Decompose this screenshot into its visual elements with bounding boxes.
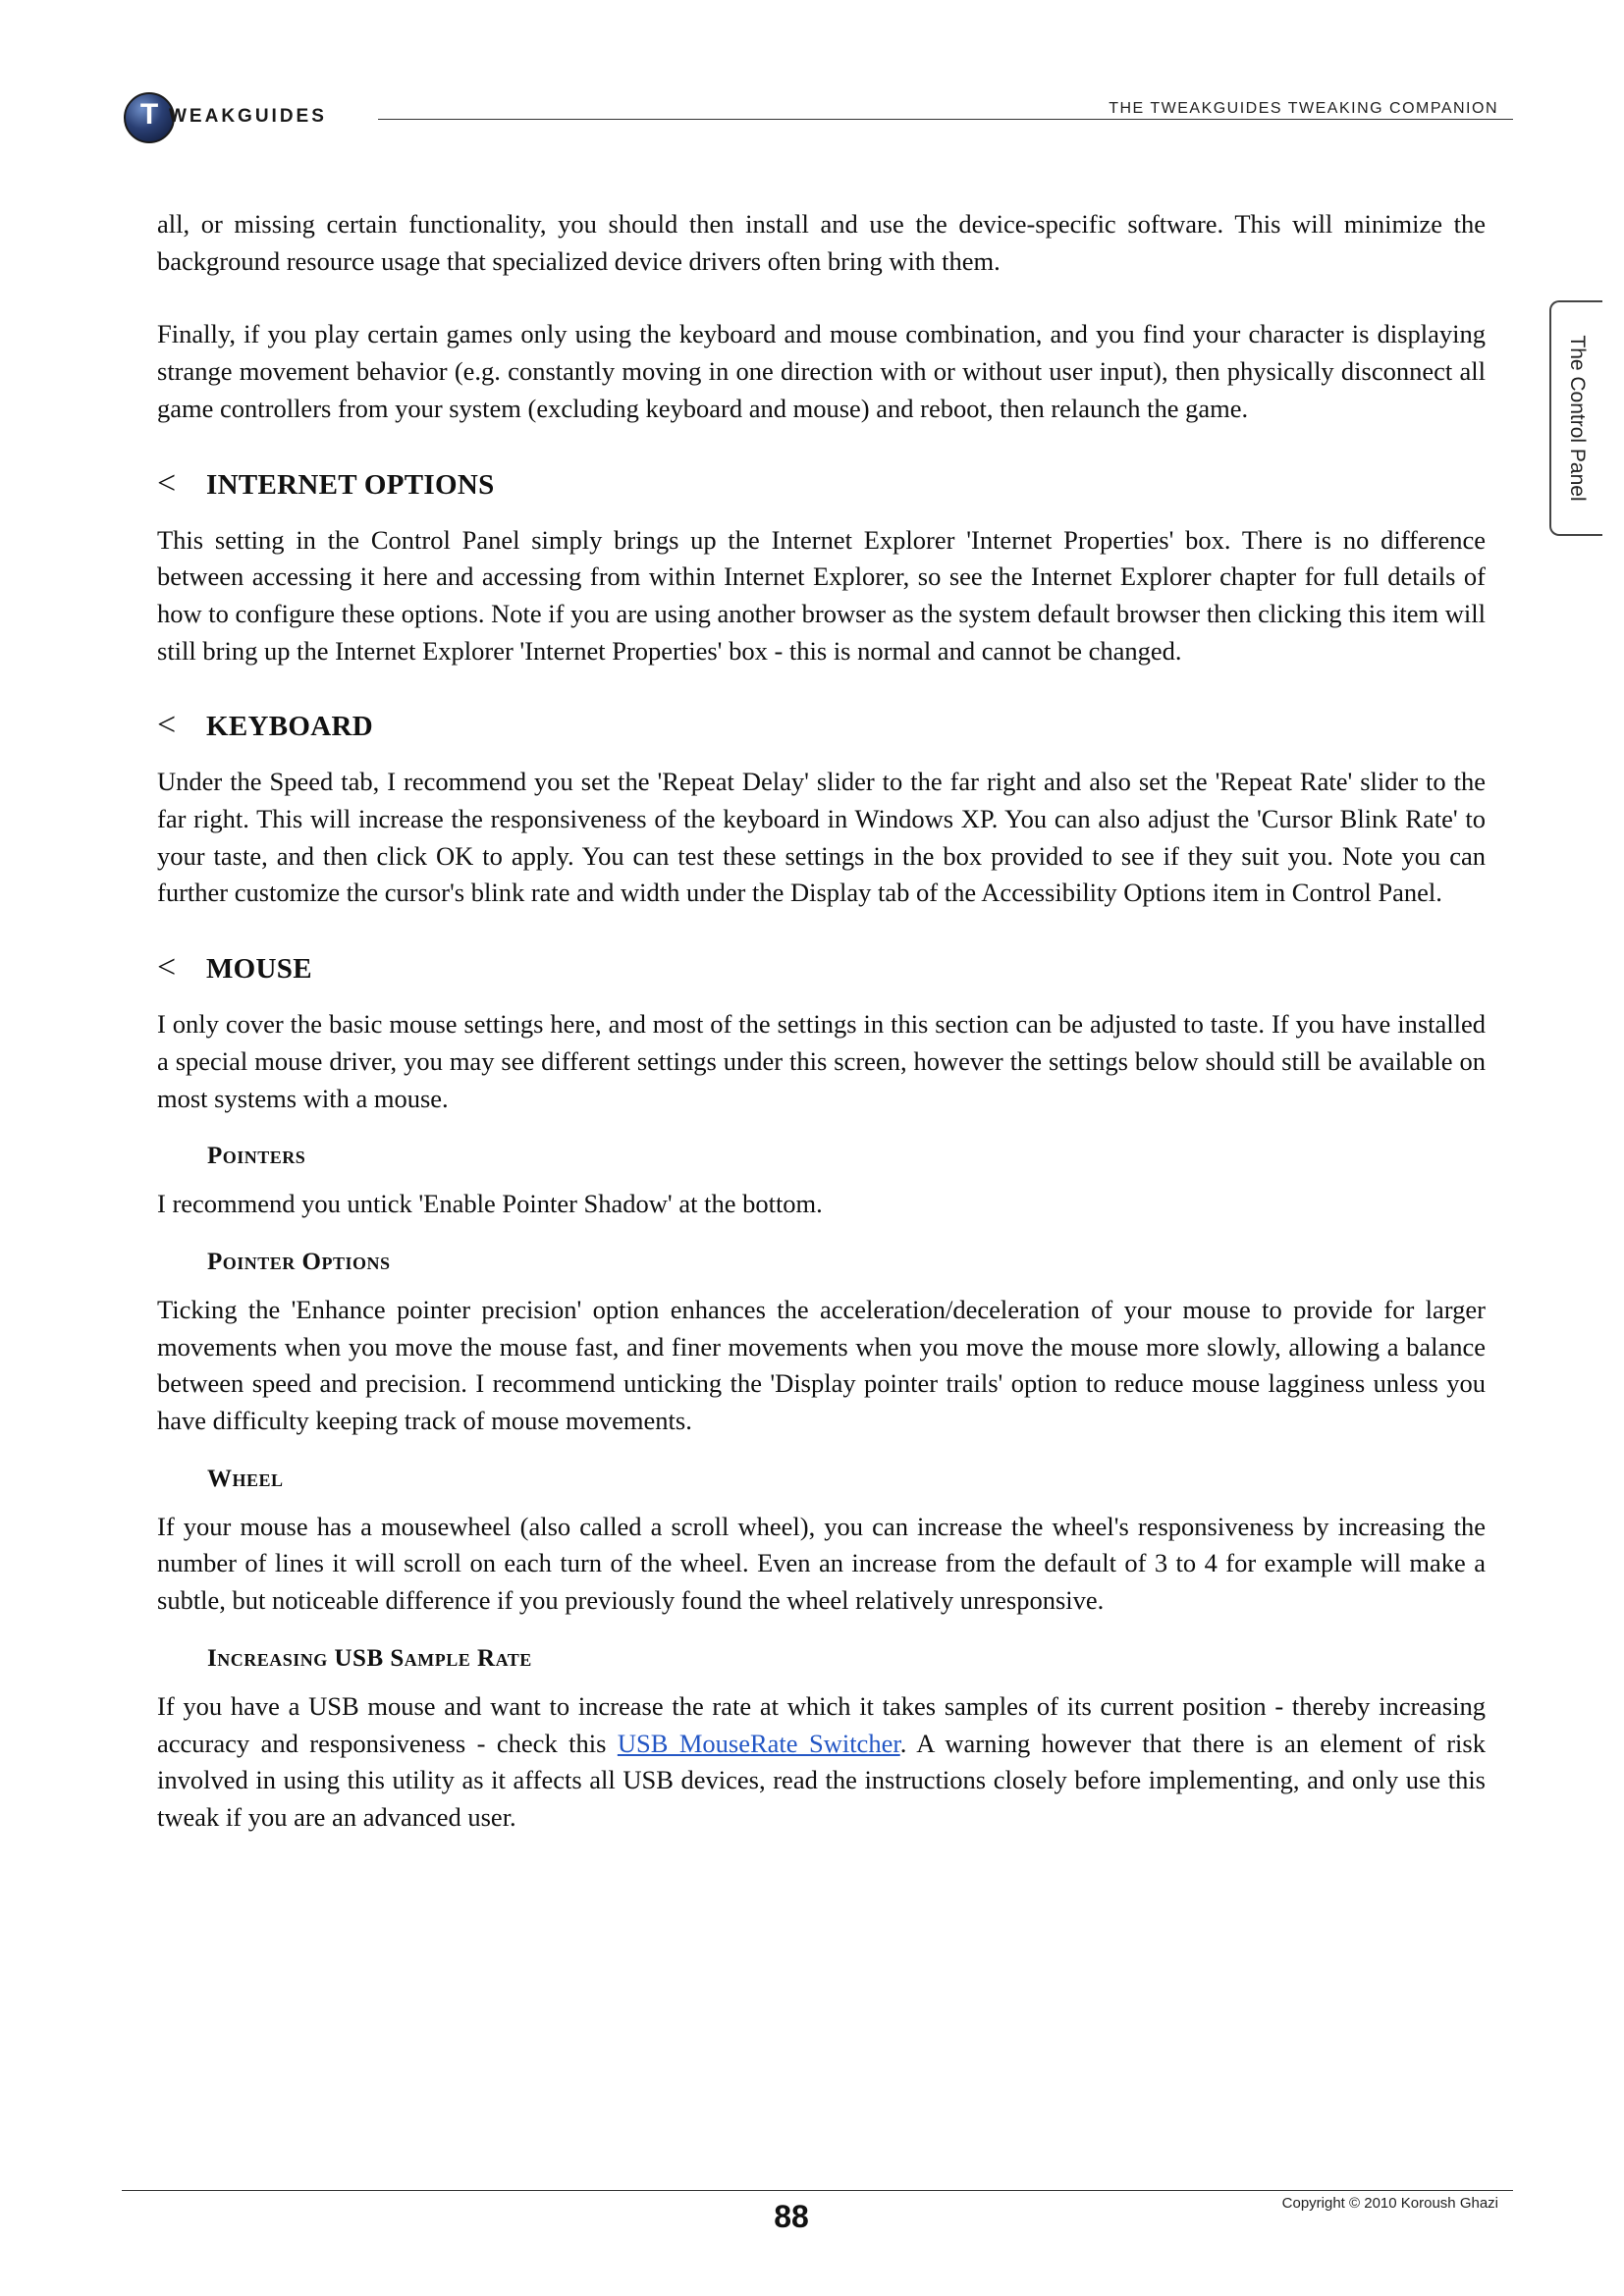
footer-divider xyxy=(122,2190,1513,2191)
subheading-pointers: Pointers xyxy=(207,1143,306,1170)
globe-logo-icon: T xyxy=(124,92,175,143)
usb-mouserate-switcher-link[interactable]: USB MouseRate Switcher xyxy=(617,1728,900,1758)
page-number: 88 xyxy=(774,2199,809,2234)
paragraph-pointer-options: Ticking the 'Enhance pointer precision' option enhances the acceleration/deceleration of your mouse to provide for larger movements when you move the mouse fast, and finer movements when you move the mouse more slowly, allowing a balance between speed and precision. I recommend unticking the 'Display pointer trails' option to reduce mouse lagginess unless you have difficulty keeping track of mouse movements. xyxy=(157,1294,1486,1436)
section-arrow-icon: < xyxy=(157,707,177,744)
subheading-pointer-options: Pointer Options xyxy=(207,1248,391,1275)
section-arrow-icon: < xyxy=(157,464,177,502)
header-divider xyxy=(378,119,1513,120)
logo-wordmark: WEAKGUIDES xyxy=(169,106,327,127)
heading-keyboard: < KEYBOARD xyxy=(157,707,373,744)
paragraph-internet-options: This setting in the Control Panel simply brings up the Internet Explorer 'Internet Properties' box. There is no difference between accessing it here and accessing from within Internet Explorer, so see the Internet Explorer chapter for full details of how to configure these options. Note if you are using another browser as the system default browser then clicking this item will still bring up the Internet Explorer 'Internet Properties' box - this is normal and cannot be changed. xyxy=(157,524,1486,666)
section-arrow-icon: < xyxy=(157,949,177,987)
paragraph-wheel: If your mouse has a mousewheel (also called a scroll wheel), you can increase the wheel's responsiveness by increasing the number of lines it will scroll on each turn of the wheel. Even an increase from the default of 3 to 4 for example will make a subtle, but noticeable difference if you previously found the wheel relatively unresponsive. xyxy=(157,1511,1486,1616)
paragraph-intro: all, or missing certain functionality, you should then install and use the device-specific software. This will minimize the background resource usage that specialized device drivers often bring with them. xyxy=(157,209,1486,276)
paragraph-pointers: I recommend you untick 'Enable Pointer Shadow' at the bottom. xyxy=(157,1189,823,1219)
page-content xyxy=(157,206,1486,1837)
copyright-notice: Copyright © 2010 Koroush Ghazi xyxy=(1281,2195,1498,2212)
subheading-wheel: Wheel xyxy=(207,1465,284,1492)
chapter-side-tab xyxy=(1549,300,1602,536)
heading-mouse: < MOUSE xyxy=(157,949,312,987)
subheading-usb-sample-rate: Increasing USB Sample Rate xyxy=(207,1644,532,1672)
heading-internet-options: < INTERNET OPTIONS xyxy=(157,464,495,502)
paragraph-keyboard: Under the Speed tab, I recommend you set the 'Repeat Delay' slider to the far right and also set the 'Repeat Rate' slider to the far right. This will increase the responsiveness of the keyboard in Windows XP. You can also adjust the 'Cursor Blink Rate' to your taste, and then click OK to apply. You can test these settings in the box provided to see if they suit you. Note you can further customize the cursor's blink rate and width under the Display tab of the Accessibility Options item in Control Panel. xyxy=(157,767,1486,908)
paragraph-finally: Finally, if you play certain games only using the keyboard and mouse combination, and you find your character is displaying strange movement behavior (e.g. constantly moving in one direction with or without user input), then physically disconnect all game controllers from your system (excluding keyboard and mouse) and reboot, then relaunch the game. xyxy=(157,319,1486,423)
running-header-title: THE TWEAKGUIDES TWEAKING COMPANION xyxy=(1109,100,1498,117)
tweakguides-logo xyxy=(124,92,364,147)
chapter-side-tab-label: The Control Panel xyxy=(1566,335,1589,502)
paragraph-usb-sample-rate: If you have a USB mouse and want to increase the rate at which it takes samples of its current position - thereby increasing accuracy and responsiveness - check this USB MouseRate Switcher. A warning however that there is an element of risk involved in using this utility as it affects all USB devices, read the instructions closely before implementing, and only use this tweak if you are an advanced user. xyxy=(157,1690,1486,1832)
paragraph-mouse: I only cover the basic mouse settings here, and most of the settings in this section can be adjusted to taste. If you have installed a special mouse driver, you may see different settings under this screen, however the settings below should still be available on most systems with a mouse. xyxy=(157,1009,1486,1113)
